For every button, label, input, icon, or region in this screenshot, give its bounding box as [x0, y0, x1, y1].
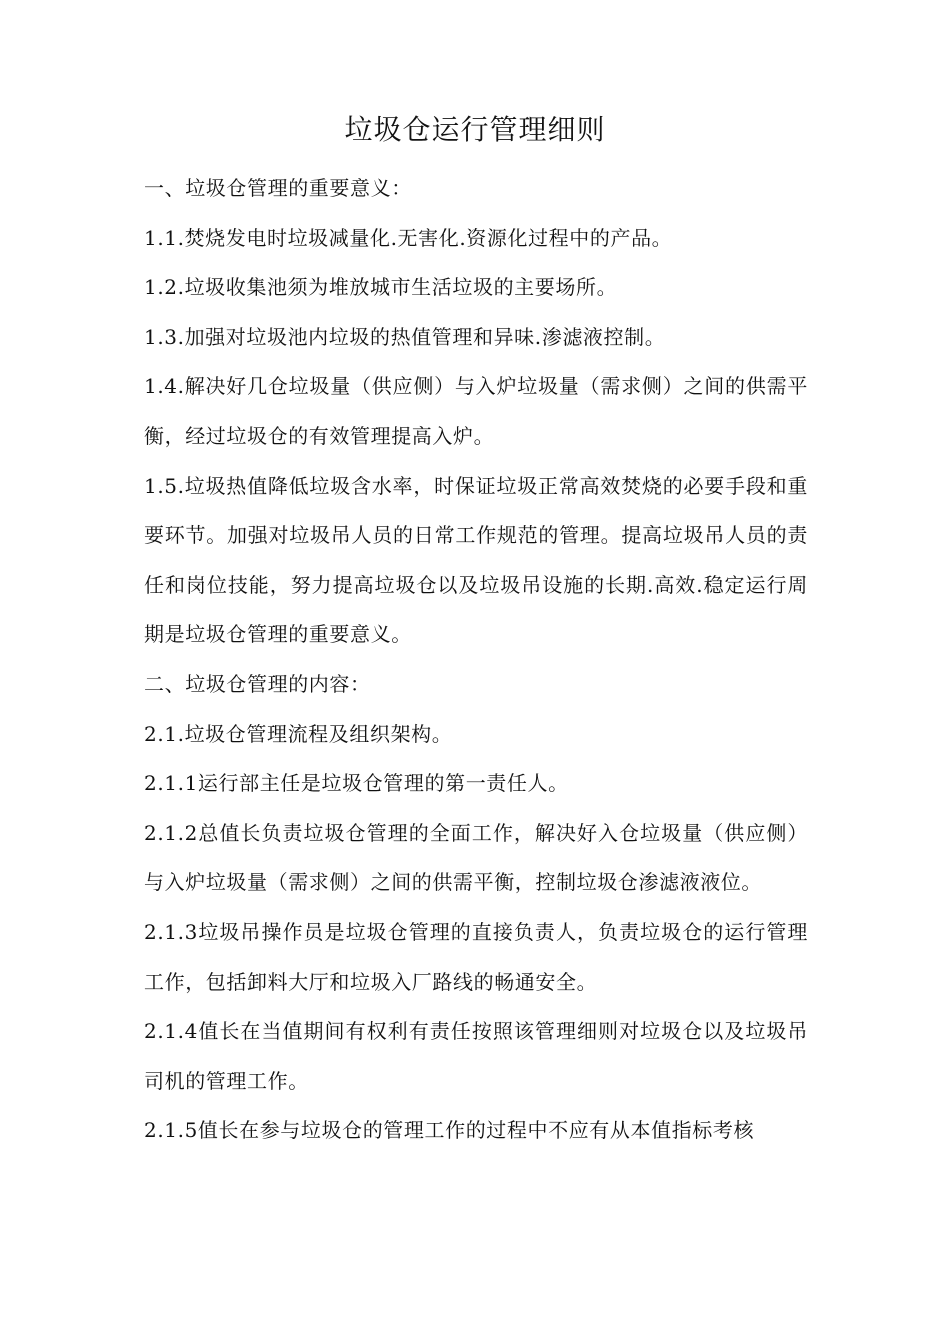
document-body	[144, 164, 808, 1156]
section-heading-2: 二、垃圾仓管理的内容：	[144, 671, 371, 696]
paragraph-2-1-4: 2.1.4值长在当值期间有权利有责任按照该管理细则对垃圾仓以及垃圾吊司机的管理工作。	[144, 1019, 808, 1093]
paragraph-2-1: 2.1.垃圾仓管理流程及组织架构。	[144, 721, 453, 746]
section-heading-1: 一、垃圾仓管理的重要意义：	[144, 176, 412, 200]
paragraph-1-1: 1.1.焚烧发电时垃圾减量化.无害化.资源化过程中的产品。	[144, 225, 673, 250]
paragraph-2-1-2: 2.1.2总值长负责垃圾仓管理的全面工作，解决好入仓垃圾量（供应侧）与入炉垃圾量（需求侧）之间的供需平衡，控制垃圾仓渗滤液液位。	[144, 820, 808, 895]
paragraph-1-5: 1.5.垃圾热值降低垃圾含水率，时保证垃圾正常高效焚烧的必要手段和重要环节。加强对垃圾吊人员的日常工作规范的管理。提高垃圾吊人员的责任和岗位技能，努力提高垃圾仓以及垃圾吊设施的长期.高效.稳定运行周期是垃圾仓管理的重要意义。	[144, 473, 808, 647]
paragraph-1-2: 1.2.垃圾收集池须为堆放城市生活垃圾的主要场所。	[144, 275, 618, 300]
paragraph-2-1-5: 2.1.5值长在参与垃圾仓的管理工作的过程中不应有从本值指标考核	[144, 1118, 755, 1143]
document-title: 垃圾仓运行管理细则	[344, 113, 606, 146]
paragraph-2-1-1: 2.1.1运行部主任是垃圾仓管理的第一责任人。	[144, 771, 569, 796]
paragraph-2-1-3: 2.1.3垃圾吊操作员是垃圾仓管理的直接负责人，负责垃圾仓的运行管理工作，包括卸料大厅和垃圾入厂路线的畅通安全。	[144, 919, 808, 994]
paragraph-1-4: 1.4.解决好几仓垃圾量（供应侧）与入炉垃圾量（需求侧）之间的供需平衡，经过垃圾仓的有效管理提高入炉。	[144, 374, 808, 448]
paragraph-1-3: 1.3.加强对垃圾池内垃圾的热值管理和异味.渗滤液控制。	[144, 324, 666, 349]
